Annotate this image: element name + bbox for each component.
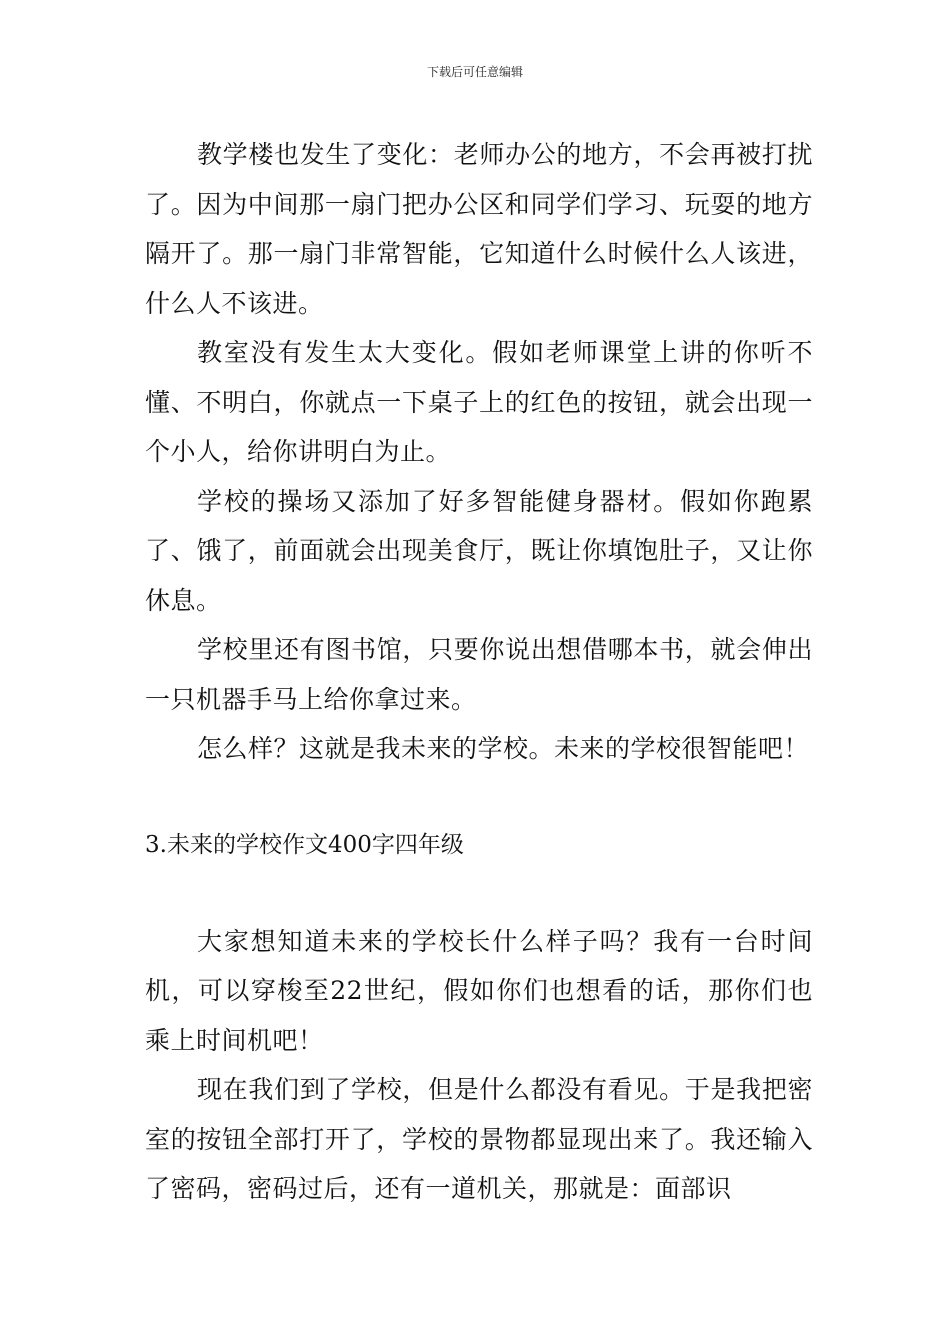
paragraph-classroom: 教室没有发生太大变化。假如老师课堂上讲的你听不懂、不明白，你就点一下桌子上的红色的按钮，就会出现一个小人，给你讲明白为止。 bbox=[145, 338, 813, 466]
paragraph-playground: 学校的操场又添加了好多智能健身器材。假如你跑累了、饿了，前面就会出现美食厅，既让你填饱肚子，又让你休息。 bbox=[145, 486, 813, 615]
paragraph-teaching-building: 教学楼也发生了变化：老师办公的地方，不会再被打扰了。因为中间那一扇门把办公区和同学们学习、玩耍的地方隔开了。那一扇门非常智能，它知道什么时候什么人该进，什么人不该进。 bbox=[145, 140, 813, 318]
page-header-note: 下载后可任意编辑 bbox=[426, 65, 523, 79]
section-heading: 3.未来的学校作文400字四年级 bbox=[145, 831, 464, 858]
paragraph-time-machine: 大家想知道未来的学校长什么样子吗？我有一台时间机，可以穿梭至22世纪，假如你们也想看的话，那你们也乘上时间机吧！ bbox=[145, 926, 813, 1055]
paragraph-conclusion: 怎么样？这就是我未来的学校。未来的学校很智能吧！ bbox=[197, 734, 810, 763]
paragraph-library: 学校里还有图书馆，只要你说出想借哪本书，就会伸出一只机器手马上给你拿过来。 bbox=[145, 635, 813, 714]
paragraph-arrival: 现在我们到了学校，但是什么都没有看见。于是我把密室的按钮全部打开了，学校的景物都显现出来了。我还输入了密码，密码过后，还有一道机关，那就是：面部识 bbox=[145, 1075, 813, 1203]
document-body bbox=[145, 130, 813, 1214]
